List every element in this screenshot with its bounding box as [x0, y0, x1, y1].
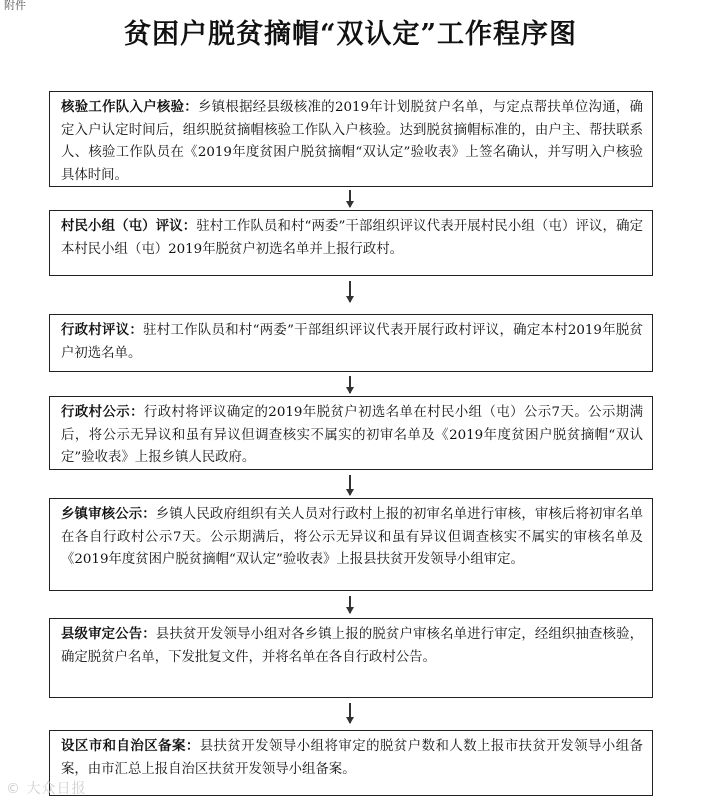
step-label: 村民小组（屯）评议：	[61, 218, 197, 234]
step-text: 行政村将评议确定的2019年脱贫户初选名单在村民小组（屯）公示7天。公示期满后，将公示无异议和虽有异议但调查核实不属实的初审名单及《2019年度贫困户脱贫摘帽“双认定”验收表》上报乡镇人民政府。	[61, 405, 643, 465]
step-label: 县级审定公告：	[61, 626, 156, 642]
step-text: 乡镇根据经县级核准的2019年计划脱贫户名单，与定点帮扶单位沟通，确定入户认定时间后，组织脱贫摘帽核验工作队入户核验。达到脱贫摘帽标准的，由户主、帮扶联系人、核验工作队员在《2019年度贫困户脱贫摘帽“双认定”验收表》上签名确认，并写明入户核验具体时间。	[61, 100, 644, 183]
step-text: 乡镇人民政府组织有关人员对行政村上报的初审名单进行审核，审核后将初审名单在各自行政村公示7天。公示期满后，将公示无异议和虽有异议但调查核实不属实的审核名单及《2019年度贫困户脱贫摘帽“双认定”验收表》上报县扶贫开发领导小组审定。	[61, 507, 644, 567]
step-box-county-approval-announcement	[49, 618, 653, 698]
step-text: 县扶贫开发领导小组将审定的脱贫户数和人数上报市扶贫开发领导小组备案，由市汇总上报自治区扶贫开发领导小组备案。	[61, 739, 643, 777]
step-text: 驻村工作队员和村“两委”干部组织评议代表开展村民小组（屯）评议，确定本村民小组（屯）2019年脱贫户初选名单并上报行政村。	[61, 219, 643, 257]
page-title: 贫困户脱贫摘帽“双认定”工作程序图	[123, 19, 578, 50]
attachment-label: 附件	[4, 0, 26, 12]
step-text: 驻村工作队员和村“两委”干部组织评议代表开展行政村评议，确定本村2019年脱贫户初选名单。	[61, 323, 643, 361]
step-label: 乡镇审核公示：	[61, 506, 156, 522]
step-label: 行政村公示：	[61, 404, 144, 420]
step-box-household-verification	[49, 91, 653, 187]
step-box-township-audit-publicity	[49, 498, 653, 591]
watermark: © 大众日报	[6, 781, 87, 797]
step-box-city-region-filing	[49, 730, 653, 796]
step-label: 核验工作队入户核验：	[61, 99, 198, 115]
step-label: 行政村评议：	[61, 322, 144, 338]
step-box-admin-village-review	[49, 314, 653, 372]
step-box-village-group-review	[49, 210, 653, 276]
step-text: 县扶贫开发领导小组对各乡镇上报的脱贫户审核名单进行审定，经组织抽查核验，确定脱贫户名单，下发批复文件，并将名单在各自行政村公告。	[61, 627, 644, 665]
step-label: 设区市和自治区备案：	[61, 738, 200, 754]
step-box-admin-village-publicity	[49, 396, 653, 470]
